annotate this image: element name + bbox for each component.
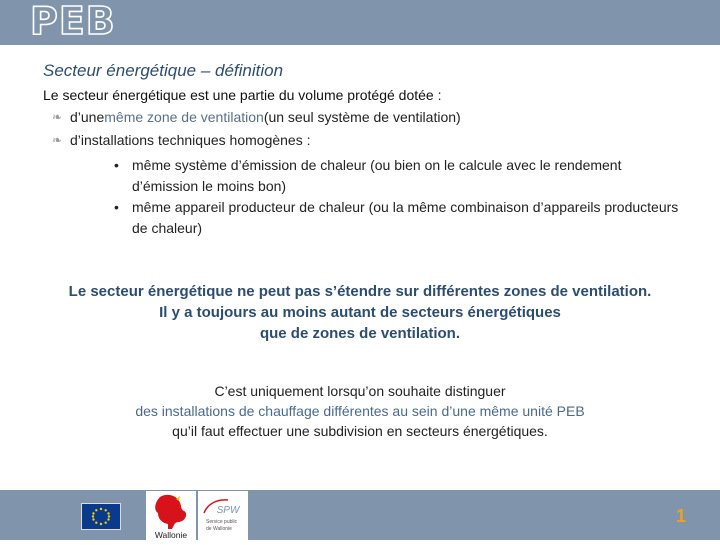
bullet-marker-icon: ❧ xyxy=(52,110,63,124)
sub-bullet-item xyxy=(114,155,679,197)
page-number: 1 xyxy=(675,506,686,526)
peb-logo: PEB xyxy=(30,0,116,43)
spw-subtitle-line: de Wallonie xyxy=(206,526,232,532)
note-line: C’est uniquement lorsqu’on souhaite distinguer xyxy=(214,383,506,399)
sub-bullet-text: même système d’émission de chaleur (ou bien on le calcule avec le rendement d’émission le moins bon) xyxy=(132,157,622,194)
sub-bullet-item xyxy=(114,197,679,239)
note-line: qu’il faut effectuer une subdivision en secteurs énergétiques. xyxy=(172,423,548,439)
bullet-highlight: même zone de ventilation xyxy=(104,109,264,125)
spw-logo xyxy=(198,491,248,540)
bullet-dot-icon: • xyxy=(114,199,119,215)
spw-subtitle-line: Service public xyxy=(206,519,238,525)
eu-flag-icon xyxy=(81,503,121,530)
key-statement-line: que de zones de ventilation. xyxy=(259,325,461,342)
bullet-prefix: d’une xyxy=(70,109,105,125)
bullet-item xyxy=(52,132,311,148)
bullet-item xyxy=(52,109,461,125)
key-statement-line: Le secteur énergétique ne peut pas s’étendre sur différentes zones de ventilation. xyxy=(68,283,652,300)
slide-title: Secteur énergétique – définition xyxy=(43,61,284,80)
bullet-prefix: d’installations techniques homogènes : xyxy=(70,132,311,148)
wallonie-logo xyxy=(146,491,196,540)
intro-text: Le secteur énergétique est une partie du volume protégé dotée : xyxy=(43,87,442,103)
bullet-dot-icon: • xyxy=(114,157,119,173)
bullet-marker-icon: ❧ xyxy=(52,133,63,147)
spw-label: SPW xyxy=(216,505,240,516)
note-paragraph xyxy=(20,381,700,441)
sub-bullet-text: même appareil producteur de chaleur (ou la même combinaison d’appareils producteurs de chaleur) xyxy=(132,199,679,236)
header-bar xyxy=(0,0,720,45)
wallonie-label: Wallonie xyxy=(154,530,188,540)
bullet-suffix: (un seul système de ventilation) xyxy=(263,109,461,125)
key-statement xyxy=(20,281,700,344)
key-statement-line: Il y a toujours au moins autant de secteurs énergétiques xyxy=(159,304,561,321)
note-line: des installations de chauffage différentes au sein d’une même unité PEB xyxy=(135,403,585,419)
